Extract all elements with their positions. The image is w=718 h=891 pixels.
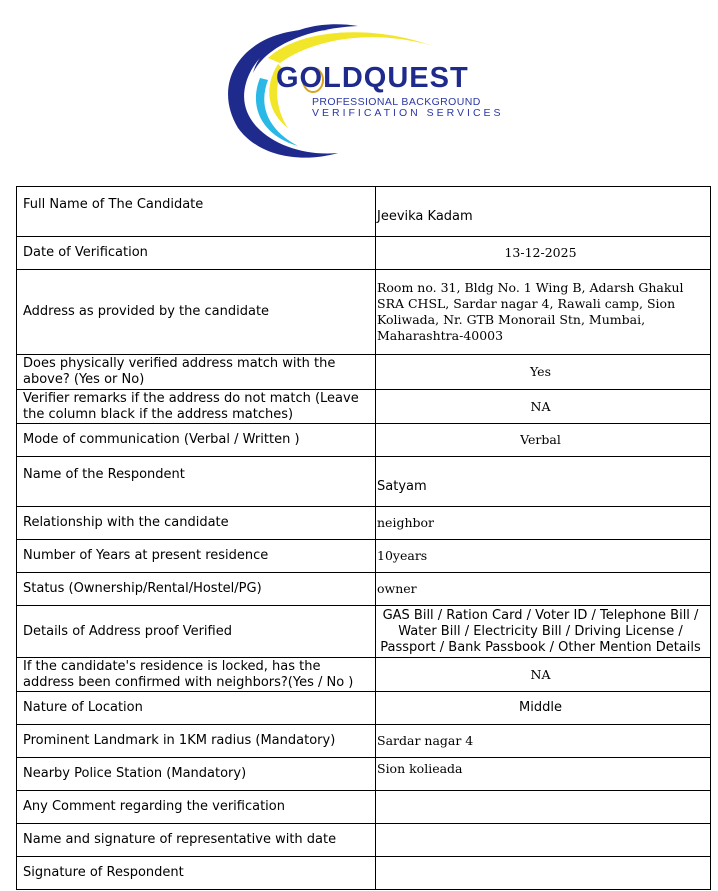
goldquest-logo — [208, 18, 528, 163]
table-row — [17, 758, 711, 791]
field-value: NA — [376, 658, 711, 692]
field-value — [376, 824, 711, 857]
field-label: Name and signature of representative with date — [17, 824, 376, 857]
field-label: Nearby Police Station (Mandatory) — [17, 758, 376, 791]
field-label: Mode of communication (Verbal / Written ) — [17, 424, 376, 457]
field-value: Sion kolieada — [376, 758, 711, 791]
field-value: Middle — [376, 692, 711, 725]
table-row — [17, 187, 711, 237]
table-row — [17, 270, 711, 355]
table-row — [17, 237, 711, 270]
table-row — [17, 824, 711, 857]
field-label: Signature of Respondent — [17, 857, 376, 890]
table-row — [17, 606, 711, 658]
field-label: Prominent Landmark in 1KM radius (Mandatory) — [17, 725, 376, 758]
field-value: NA — [376, 390, 711, 424]
field-label: Name of the Respondent — [17, 457, 376, 507]
field-value — [376, 857, 711, 890]
field-value: owner — [376, 573, 711, 606]
field-label: Full Name of The Candidate — [17, 187, 376, 237]
field-value: Jeevika Kadam — [376, 187, 711, 237]
table-row — [17, 457, 711, 507]
table-row — [17, 725, 711, 758]
field-value: GAS Bill / Ration Card / Voter ID / Telephone Bill / Water Bill / Electricity Bill / Driving License / Passport / Bank Passbook / Other Mention Details — [376, 606, 711, 658]
table-row — [17, 507, 711, 540]
field-label: Any Comment regarding the verification — [17, 791, 376, 824]
logo-tagline-2: VERIFICATION SERVICES — [312, 107, 504, 119]
field-value: Satyam — [376, 457, 711, 507]
table-row — [17, 390, 711, 424]
table-row — [17, 355, 711, 390]
logo-brand-text: GOLDQUEST — [276, 62, 469, 94]
field-label: If the candidate's residence is locked, has the address been confirmed with neighbors?(Yes / No ) — [17, 658, 376, 692]
field-label: Details of Address proof Verified — [17, 606, 376, 658]
table-row — [17, 540, 711, 573]
field-value: Room no. 31, Bldg No. 1 Wing B, Adarsh Ghakul SRA CHSL, Sardar nagar 4, Rawali camp, Sion Koliwada, Nr. GTB Monorail Stn, Mumbai, Maharashtra-40003 — [376, 270, 711, 355]
field-label: Relationship with the candidate — [17, 507, 376, 540]
logo-tagline-1: PROFESSIONAL BACKGROUND — [312, 96, 481, 108]
field-value: Verbal — [376, 424, 711, 457]
field-label: Status (Ownership/Rental/Hostel/PG) — [17, 573, 376, 606]
table-row — [17, 692, 711, 725]
table-row — [17, 573, 711, 606]
field-label: Date of Verification — [17, 237, 376, 270]
field-label: Does physically verified address match with the above? (Yes or No) — [17, 355, 376, 390]
table-row — [17, 791, 711, 824]
table-row — [17, 424, 711, 457]
field-value: neighbor — [376, 507, 711, 540]
table-row — [17, 857, 711, 890]
field-value: Yes — [376, 355, 711, 390]
field-value: 10years — [376, 540, 711, 573]
field-label: Address as provided by the candidate — [17, 270, 376, 355]
field-label: Nature of Location — [17, 692, 376, 725]
field-value: 13-12-2025 — [376, 237, 711, 270]
field-value: Sardar nagar 4 — [376, 725, 711, 758]
verification-table — [16, 186, 711, 890]
table-row — [17, 658, 711, 692]
field-label: Number of Years at present residence — [17, 540, 376, 573]
field-value — [376, 791, 711, 824]
field-label: Verifier remarks if the address do not match (Leave the column black if the address matches) — [17, 390, 376, 424]
